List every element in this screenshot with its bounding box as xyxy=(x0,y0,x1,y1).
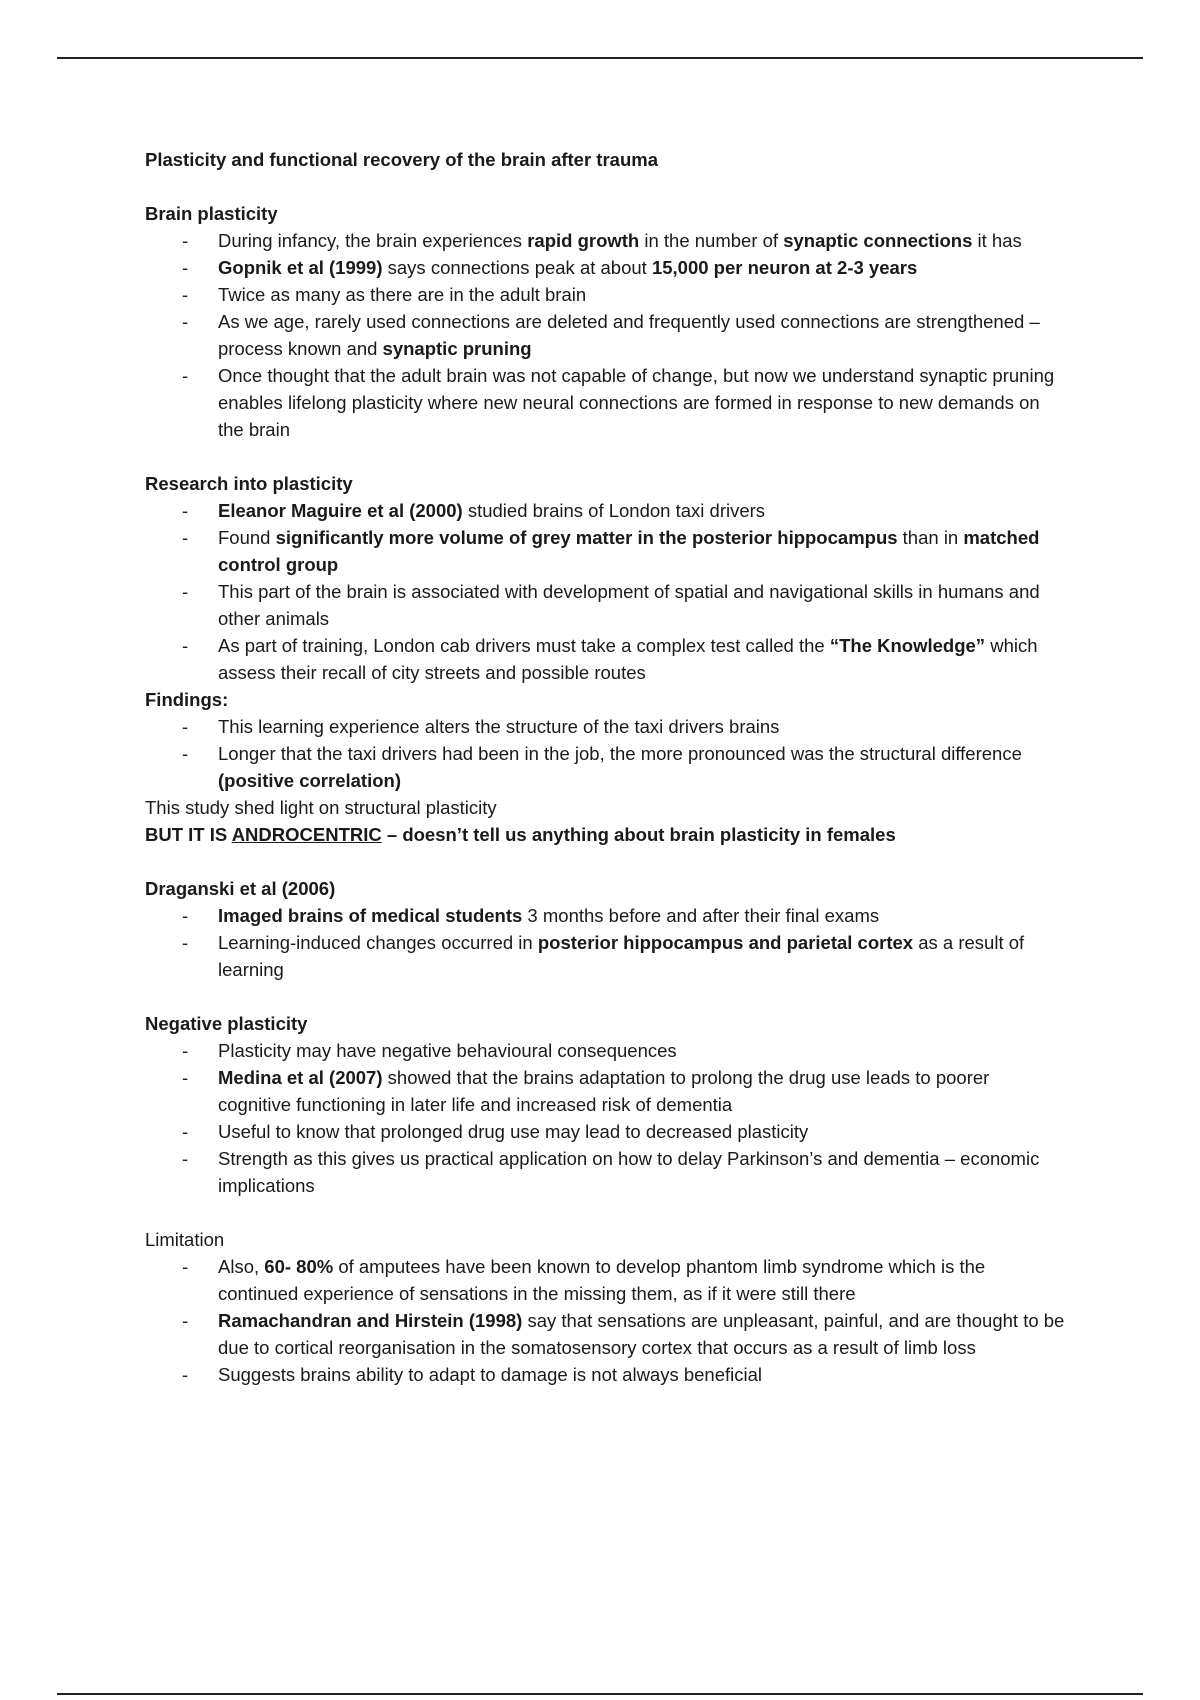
text-run: say that sensations are unpleasant, painful, and are thought to be due to cortical reorganisation in the somatosensory cortex that occurs as a result of limb loss xyxy=(218,1310,1065,1358)
bold-text-run: (positive correlation) xyxy=(218,770,401,791)
text-run: which assess their recall of city streets and possible routes xyxy=(218,635,1038,683)
bullet-dash: - xyxy=(182,635,189,656)
section-heading-draganski: Draganski et al (2006) xyxy=(145,878,336,899)
bold-text-run: Gopnik et al (1999) xyxy=(218,257,383,278)
text-run: Once thought that the adult brain was not capable of change, but now we understand synaptic pruning enables lifelong plasticity where new neural connections are formed in response to new demands on the brain xyxy=(218,365,1055,440)
list-item xyxy=(145,281,1065,308)
bullet-dash: - xyxy=(182,230,189,251)
bold-text-run: “The Knowledge” xyxy=(829,635,986,656)
negative-plasticity-list xyxy=(145,1037,1065,1199)
bold-text-run: synaptic connections xyxy=(783,230,973,251)
bullet-dash: - xyxy=(182,311,189,332)
text-run: Useful to know that prolonged drug use may lead to decreased plasticity xyxy=(218,1121,809,1142)
androcentric-term: ANDROCENTRIC xyxy=(231,824,382,845)
section-heading-research-into-plasticity: Research into plasticity xyxy=(145,473,353,494)
bold-text-run: 15,000 per neuron at 2-3 years xyxy=(651,257,918,278)
bold-text-run: significantly more volume of grey matter in the posterior hippocampus xyxy=(275,527,898,548)
text-run: as a result of learning xyxy=(218,932,1025,980)
list-item xyxy=(145,308,1065,362)
bold-text-run: Medina et al (2007) xyxy=(218,1067,383,1088)
bullet-dash: - xyxy=(182,284,189,305)
bullet-dash: - xyxy=(182,1121,189,1142)
text-run: Suggests brains ability to adapt to damage is not always beneficial xyxy=(218,1364,763,1385)
text-run: This part of the brain is associated with development of spatial and navigational skills in humans and other animals xyxy=(218,581,1040,629)
text-run: studied brains of London taxi drivers xyxy=(462,500,766,521)
text-run: Found xyxy=(218,527,276,548)
brain-plasticity-list xyxy=(145,227,1065,443)
document-body xyxy=(145,146,1065,1388)
list-item xyxy=(145,1253,1065,1307)
bullet-dash: - xyxy=(182,1256,189,1277)
bullet-dash: - xyxy=(182,1310,189,1331)
text-run: During infancy, the brain experiences xyxy=(218,230,528,251)
list-item xyxy=(145,227,1065,254)
list-item xyxy=(145,1145,1065,1199)
document-title: Plasticity and functional recovery of the brain after trauma xyxy=(145,149,658,170)
bullet-dash: - xyxy=(182,527,189,548)
text-run: it has xyxy=(972,230,1022,251)
text-run: in the number of xyxy=(639,230,784,251)
bold-text-run: synaptic pruning xyxy=(382,338,532,359)
bullet-dash: - xyxy=(182,365,189,386)
bold-text-run: Ramachandran and Hirstein (1998) xyxy=(218,1310,523,1331)
study-note: This study shed light on structural plasticity xyxy=(145,797,497,818)
bullet-dash: - xyxy=(182,1067,189,1088)
bold-text-run: Imaged brains of medical students xyxy=(218,905,523,926)
text-run: says connections peak at about xyxy=(382,257,652,278)
text-run: of amputees have been known to develop phantom limb syndrome which is the continued experience of sensations in the missing them, as if it were still there xyxy=(218,1256,986,1304)
bold-text-run: 60- 80% xyxy=(264,1256,334,1277)
bullet-dash: - xyxy=(182,716,189,737)
bullet-dash: - xyxy=(182,1364,189,1385)
list-item xyxy=(145,524,1065,578)
text-run: than in xyxy=(897,527,964,548)
androcentric-prefix: BUT IT IS xyxy=(145,824,232,845)
text-run: Learning-induced changes occurred in xyxy=(218,932,538,953)
list-item xyxy=(145,578,1065,632)
list-item xyxy=(145,1307,1065,1361)
bullet-dash: - xyxy=(182,743,189,764)
list-item xyxy=(145,632,1065,686)
list-item xyxy=(145,254,1065,281)
text-run: As part of training, London cab drivers must take a complex test called the xyxy=(218,635,830,656)
list-item xyxy=(145,1118,1065,1145)
list-item xyxy=(145,740,1065,794)
list-item xyxy=(145,713,1065,740)
bullet-dash: - xyxy=(182,1040,189,1061)
text-run: 3 months before and after their final exams xyxy=(522,905,880,926)
section-heading-brain-plasticity: Brain plasticity xyxy=(145,203,278,224)
draganski-list xyxy=(145,902,1065,983)
section-heading-findings: Findings: xyxy=(145,689,229,710)
header-rule xyxy=(57,57,1143,59)
text-run: showed that the brains adaptation to prolong the drug use leads to poorer cognitive functioning in later life and increased risk of dementia xyxy=(218,1067,990,1115)
text-run: Twice as many as there are in the adult brain xyxy=(218,284,587,305)
section-heading-negative-plasticity: Negative plasticity xyxy=(145,1013,308,1034)
text-run: This learning experience alters the structure of the taxi drivers brains xyxy=(218,716,780,737)
bullet-dash: - xyxy=(182,1148,189,1169)
section-heading-limitation: Limitation xyxy=(145,1229,225,1250)
list-item xyxy=(145,362,1065,443)
list-item xyxy=(145,902,1065,929)
list-item xyxy=(145,1064,1065,1118)
research-into-plasticity-list xyxy=(145,497,1065,686)
findings-list xyxy=(145,713,1065,794)
bullet-dash: - xyxy=(182,932,189,953)
bold-text-run: Eleanor Maguire et al (2000) xyxy=(218,500,463,521)
list-item xyxy=(145,1361,1065,1388)
text-run: Plasticity may have negative behavioural consequences xyxy=(218,1040,677,1061)
bold-text-run: posterior hippocampus and parietal cortex xyxy=(537,932,914,953)
footer-rule xyxy=(57,1693,1143,1695)
bullet-dash: - xyxy=(182,581,189,602)
text-run: Longer that the taxi drivers had been in the job, the more pronounced was the structural difference xyxy=(218,743,1022,764)
text-run: Also, xyxy=(218,1256,265,1277)
text-run: As we age, rarely used connections are deleted and frequently used connections are strengthened – process known and xyxy=(218,311,1040,359)
bold-text-run: matched control group xyxy=(218,527,1040,575)
list-item xyxy=(145,497,1065,524)
list-item xyxy=(145,1037,1065,1064)
androcentric-note xyxy=(145,821,1065,848)
limitation-list xyxy=(145,1253,1065,1388)
bullet-dash: - xyxy=(182,257,189,278)
androcentric-suffix: – doesn’t tell us anything about brain plasticity in females xyxy=(381,824,896,845)
text-run: Strength as this gives us practical application on how to delay Parkinson’s and dementia – economic implications xyxy=(218,1148,1040,1196)
bullet-dash: - xyxy=(182,500,189,521)
bullet-dash: - xyxy=(182,905,189,926)
bold-text-run: rapid growth xyxy=(527,230,640,251)
list-item xyxy=(145,929,1065,983)
